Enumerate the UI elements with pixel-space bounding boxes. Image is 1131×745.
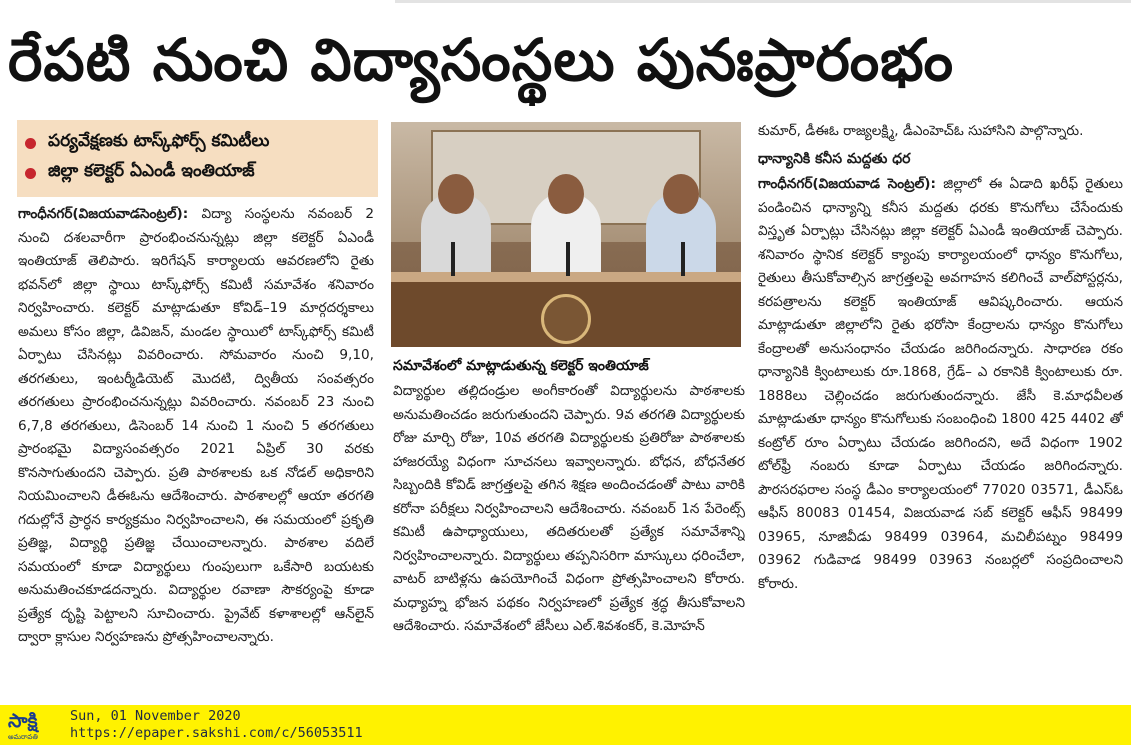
highlight-item	[25, 158, 378, 188]
microphone-icon	[681, 242, 685, 276]
article-paragraph	[18, 203, 374, 650]
highlight-text: పర్యవేక్షణకు టాస్క్‌ఫోర్స్ కమిటీలు	[48, 131, 270, 151]
edition-date: Sun, 01 November 2020	[70, 708, 241, 724]
article-column-2	[393, 380, 745, 704]
highlight-text: జిల్లా కలెక్టర్ ఏఎండీ ఇంతియాజ్	[48, 161, 255, 181]
emblem-seal	[541, 294, 591, 344]
article-column-1	[18, 203, 374, 703]
sub-heading: ధాన్యానికి కనీస మద్దతు ధర	[758, 150, 911, 167]
microphone-icon	[451, 242, 455, 276]
microphone-icon	[566, 242, 570, 276]
epaper-link[interactable]: https://epaper.sakshi.com/c/56053511	[70, 725, 363, 741]
highlights-box	[17, 120, 378, 197]
footer-bar	[0, 705, 1131, 745]
article-column-3	[758, 120, 1123, 705]
sakshi-logo[interactable]	[8, 709, 56, 741]
paragraph-text: విద్యా సంస్థలను నవంబర్ 2 నుంచి దశలవారీగా ప్రారంభించనున్నట్లు జిల్లా కలెక్టర్ ఏఎండీ ఇంతియాజ్ తెలిపారు. ఇరిగేషన్ కార్యాలయ ఆవరణలోని రైతు భవన్‌లో జిల్లా స్థాయి టాస్క్‌ఫోర్స్ కమిటీ సమావేశం శనివారం నిర్వహించారు. కలెక్టర్ మాట్లాడుతూ కోవిడ్–19 మార్గదర్శకాలు అమలు కోసం జిల్లా, డివిజన్, మండల స్థాయిలో టాస్క్‌ఫోర్స్ కమిటీ ఏర్పాటు చేసినట్లు వివరించారు. సోమవారం నుంచి 9,10, తరగతులు, ఇంటర్మీడియెట్ మొదటి, ద్వితీయ సంవత్సరం తరగతులు ప్రారంభించనున్నట్లు వివరించారు. నవంబర్ 23 నుంచి 6,7,8 తరగతులు, డిసెంబర్ 14 నుంచి 1 నుంచి 5 తరగతులు ప్రారంభమై విద్యాసంవత్సరం 2021 ఏప్రిల్ 30 వరకు కొనసాగుతుందని చెప్పారు. ప్రతి పాఠశాలకు ఒక నోడల్ అధికారిని నియమించాలని డీఈఓను ఆదేశించారు. పాఠశాలల్లో ఆయా తరగతి గదుల్లోనే ప్రార్ధన కార్యక్రమం నిర్వహించాలని, ఈ సమయంలో ప్రకృతి ప్రతిజ్ఞ, విద్యార్థి ప్రతిజ్ఞ చేయించాలన్నారు. పాఠశాల వదిలే సమయంలో కూడా విద్యార్థులు గుంపులుగా ఒకేసారి బయటకు అనుమతించకూడదన్నారు. విద్యార్థుల రవాణా సౌకర్యంపై కూడా ప్రత్యేక దృష్టి పెట్టాలని సూచించారు. ప్రైవేట్ కళాశాలల్లో ఆన్‌లైన్ ద్వారా క్లాసుల నిర్వహణను ప్రోత్సహించాలన్నారు.	[18, 206, 374, 645]
headline: రేపటి నుంచి విద్యాసంస్థలు పునఃప్రారంభం	[8, 26, 955, 94]
dateline: గాంధీనగర్(విజయవాడసెంట్రల్):	[18, 206, 189, 222]
bullet-dot-icon	[25, 138, 36, 149]
paragraph-text: విద్యార్థుల తల్లిదండ్రుల అంగీకారంతో విద్యార్థులను పాఠశాలకు అనుమతించడం జరుగుతుందని చెప్పారు. 9వ తరగతి విద్యార్థులకు రోజు మార్చి రోజు, 10వ తరగతి విద్యార్థులకు ప్రతిరోజు పాఠశాలకు హాజరయ్యే విధంగా సూచనలు ఇవ్వాలన్నారు. బోధన, బోధనేతర సిబ్బందికి కోవిడ్ జాగ్రత్తలపై తగిన శిక్షణ అందించడంతో పాటు వారికి కరోనా పరీక్షలు నిర్వహించాలని ఆదేశించారు. నవంబర్ 1న పేరెంట్స్ కమిటీ ఉపాధ్యాయులు, తదితరులతో ప్రత్యేక సమావేశాన్ని నిర్వహించాలన్నారు. విద్యార్థులు తప్పనిసరిగా మాస్కులు ధరించేలా, వాటర్ బాటిళ్లను ఉపయోగించే విధంగా ప్రోత్సహించాలని కోరారు. మధ్యాహ్న భోజన పథకం నిర్వహణలో ప్రత్యేక శ్రద్ధ తీసుకోవాలని ఆదేశించారు. సమావేశంలో జేసీలు ఎల్.శివశంకర్, కె.మోహన్	[393, 383, 745, 634]
top-rule	[395, 0, 1131, 3]
article-paragraph	[758, 173, 1123, 596]
logo-subtext: అమరావతి	[8, 733, 38, 741]
dateline: గాంధీనగర్(విజయవాడ సెంట్రల్):	[758, 176, 936, 192]
logo-text: సాక్షి	[8, 710, 38, 732]
paragraph-text: జిల్లాలో ఈ ఏడాది ఖరీఫ్ రైతులు పండించిన ధాన్యాన్ని కనీస మద్దతు ధరకు కొనుగోలు చేసేందుకు విస్తృత ఏర్పాట్లు చేసినట్లు జిల్లా కలెక్టర్ ఏఎండీ ఇంతియాజ్ చెప్పారు. శనివారం స్థానిక కలెక్టర్ క్యాంపు కార్యాలయంలో ధాన్యం కొనుగోలు, రైతులు తీసుకోవాల్సిన జాగ్రత్తలపై అవగాహన కలిగించే వాల్‌పోస్టర్లను, కరపత్రాలను కలెక్టర్ ఇంతియాజ్ ఆవిష్కరించారు. ఆయన మాట్లాడుతూ జిల్లాలోని రైతు భరోసా కేంద్రాలను ధాన్యం కొనుగోలు కేంద్రాలతో అనుసంధానం చేయడం జరిగిందన్నారు. సాధారణ రకం ధాన్యానికి క్వింటాలుకు రూ.1868, గ్రేడ్– ఎ రకానికి క్వింటాలుకు రూ. 1888లు చెల్లించడం జరుగుతుందన్నారు. జేసీ కె.మాధవీలత మాట్లాడుతూ ధాన్యం కొనుగోలుకు సంబంధించి 1800 425 4402 తో కంట్రోల్ రూం ఏర్పాటు చేయడం జరిగిందని, అదే విధంగా 1902 టోల్‌ఫ్రీ నంబరు కూడా ఏర్పాటు చేయడం జరిగిందన్నారు. పౌరసరఫరాల సంస్థ డీఎం కార్యాలయంలో 77020 03571, డీఎస్ఓ ఆఫీస్ 80083 01454, విజయవాడ సబ్ కలెక్టర్ ఆఫీస్ 98499 03965, నూజివీడు 98499 03964, మచిలీపట్నం 98499 03962 గుడివాడ 98499 03963 నంబర్లలో సంప్రదించాలని కోరారు.	[758, 176, 1123, 592]
news-photo	[391, 122, 741, 347]
paragraph-text: కుమార్, డీఈఓ రాజ్యలక్ష్మి, డీఎంహెచ్ఓ సుహాసిని పాల్గొన్నారు.	[758, 123, 1084, 139]
photo-caption: సమావేశంలో మాట్లాడుతున్న కలెక్టర్ ఇంతియాజ్	[393, 358, 649, 374]
highlight-item	[25, 128, 378, 158]
bullet-dot-icon	[25, 168, 36, 179]
